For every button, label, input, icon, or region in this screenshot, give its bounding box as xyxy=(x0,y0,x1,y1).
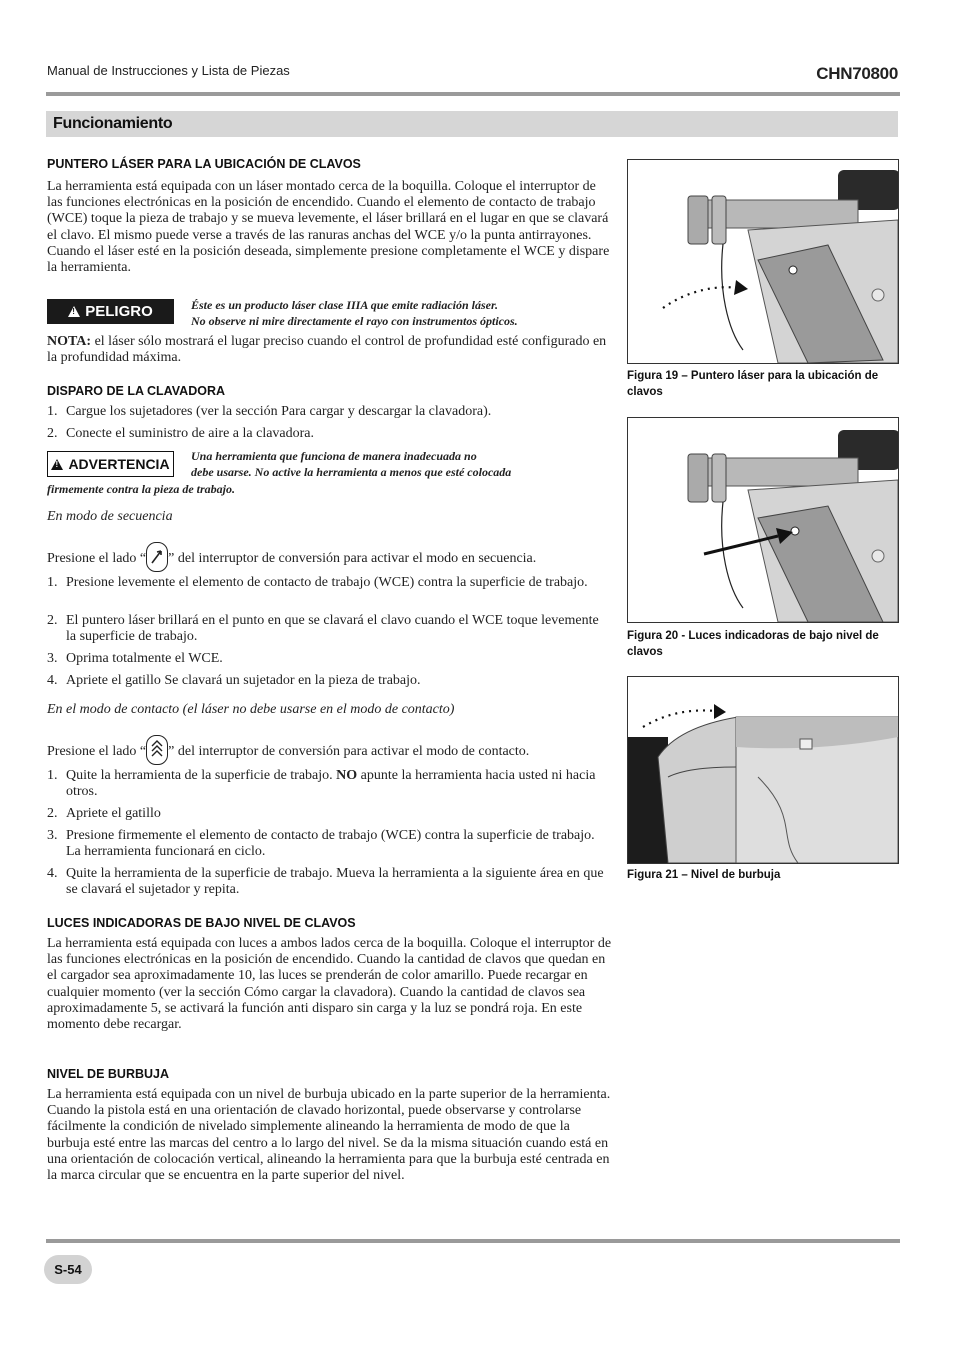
laser-note xyxy=(47,334,612,366)
model-number: CHN70800 xyxy=(816,64,898,83)
bubble-heading: NIVEL DE BURBUJA xyxy=(47,1067,170,1081)
section-band xyxy=(46,111,898,137)
laser-section xyxy=(47,157,612,276)
warning-text-1: Una herramienta que funciona de manera inadecuada no xyxy=(191,449,477,463)
firing-step-1: 1. Cargue los sujetadores (ver la sección Para cargar y descargar la clavadora). xyxy=(47,404,492,419)
contact-instruction: Presione el lado “ ” del interruptor de conversión para activar el modo de contacto. xyxy=(47,737,612,767)
contact-step-3: 3. Presione firmemente el elemento de contacto de trabajo (WCE) contra la superficie de trabajo. La herramienta funcionará en ciclo. xyxy=(47,828,595,860)
sequence-step-2: 2. El puntero láser brillará en el punto en que se clavará el clavo cuando el WCE toque levemente la superficie de trabajo. xyxy=(47,613,599,645)
figure-20-caption: Figura 20 - Luces indicadoras de bajo nivel de clavos xyxy=(627,630,879,658)
figure-20-low-nail-lights xyxy=(627,417,899,623)
contact-title: En el modo de contacto (el láser no debe usarse en el modo de contacto) xyxy=(47,702,455,717)
danger-text-1: Éste es un producto láser clase IIIA que emite radiación láser. xyxy=(191,298,499,312)
note-text: el láser sólo mostrará el lugar preciso cuando el control de profundidad esté configurado en la profundidad máxima. xyxy=(47,334,607,366)
figure-21-bubble-level xyxy=(627,676,899,864)
warning-label: ADVERTENCIA xyxy=(68,456,170,472)
contact-step-1: 1. Quite la herramienta de la superficie de trabajo. NO apunte la herramienta hacia usted ni hacia otros. xyxy=(47,768,596,800)
sequential-switch-icon xyxy=(146,542,168,572)
warning-text-2: debe usarse. No active la herramienta a menos que esté colocada xyxy=(191,465,512,479)
sequence-step-3: 3. Oprima totalmente el WCE. xyxy=(47,651,223,666)
firing-heading: DISPARO DE LA CLAVADORA xyxy=(47,384,226,398)
contact-switch-icon xyxy=(146,735,168,765)
section-title: Funcionamiento xyxy=(53,115,173,132)
warning-badge xyxy=(47,451,174,477)
footer-rule xyxy=(46,1239,900,1243)
danger-label: PELIGRO xyxy=(85,303,153,320)
header-rule xyxy=(46,92,900,96)
page-number: S-54 xyxy=(44,1255,92,1284)
figure-19-laser-pointer xyxy=(627,159,899,364)
danger-badge xyxy=(47,299,174,324)
low-nail-heading: LUCES INDICADORAS DE BAJO NIVEL DE CLAVOS xyxy=(47,916,356,930)
manual-title: Manual de Instrucciones y Lista de Piezas xyxy=(47,63,290,78)
warning-triangle-icon xyxy=(51,459,63,470)
firing-heading-wrap xyxy=(47,384,612,398)
warning-text-3: firmemente contra la pieza de trabajo. xyxy=(47,482,235,496)
sequence-instruction: Presione el lado “ ” del interruptor de conversión para activar el modo en secuencia. xyxy=(47,544,612,574)
figure-21-caption: Figura 21 – Nivel de burbuja xyxy=(627,869,781,881)
firing-step-2: 2. Conecte el suministro de aire a la clavadora. xyxy=(47,426,315,441)
laser-body: La herramienta está equipada con un láser montado cerca de la boquilla. Coloque el interruptor de las funciones electrónicas en la posición de encendido. Cuando el elemento de contacto de trabajo (WCE) toque la pieza de trabajo y se mueva levemente, el láser brillará en el lugar en que se clavará el clavo. El mismo puede verse a través de las ranuras anchas del WCE y/o la punta antirrayones. Cuando el láser esté en la posición deseada, simplemente presione completamente el WCE y dispare la herramienta. xyxy=(47,179,610,276)
bubble-body: La herramienta está equipada con un nivel de burbuja ubicado en la parte superior de la herramienta. Cuando la pistola está en una orientación de clavado horizontal, puede observarse y controlarse fácilmente la condición de nivelado simplemente alineando la herramienta de modo de que la burbuja esté entre las marcas del centro a lo largo del nivel. Se da la misma situación cuando está en una orientación de colocación vertical, alineando la herramienta para que la burbuja esté centrada en la marca circular que se encuentra en la parte superior del nivel. xyxy=(47,1087,611,1184)
warning-triangle-icon xyxy=(68,306,80,317)
sequence-step-1: 1. Presione levemente el elemento de contacto de trabajo (WCE) contra la superficie de trabajo. xyxy=(47,575,588,590)
contact-step-2: 2. Apriete el gatillo xyxy=(47,806,161,821)
sequence-title: En modo de secuencia xyxy=(47,509,173,524)
sequence-step-4: 4. Apriete el gatillo Se clavará un sujetador en la pieza de trabajo. xyxy=(47,673,421,688)
low-nail-section xyxy=(47,916,612,1033)
danger-text-2: No observe ni mire directamente el rayo con instrumentos ópticos. xyxy=(191,314,518,328)
bubble-section xyxy=(47,1067,612,1184)
note-label: NOTA: xyxy=(47,334,92,349)
low-nail-body: La herramienta está equipada con luces a ambos lados cerca de la boquilla. Coloque el interruptor de las funciones electrónicas en la posición de encendido. Cuando la cantidad de clavos que quedan en el cargador sea aproximadamente 10, las luces se prenderán de color amarillo. Puede recargar en cualquier momento (ver la sección Cómo cargar la clavadora). Cuando la cantidad de clavos sea aproximadamente 5, se activará la función anti disparo sin carga y la luz se pondrá roja. En este momento debe recargar. xyxy=(47,936,612,1033)
contact-step-4: 4. Quite la herramienta de la superficie de trabajo. Mueva la herramienta a la siguiente área en que se clavará el sujetador y repita. xyxy=(47,866,604,898)
laser-heading: PUNTERO LÁSER PARA LA UBICACIÓN DE CLAVOS xyxy=(47,157,361,171)
figure-19-caption: Figura 19 – Puntero láser para la ubicación de clavos xyxy=(627,370,879,398)
